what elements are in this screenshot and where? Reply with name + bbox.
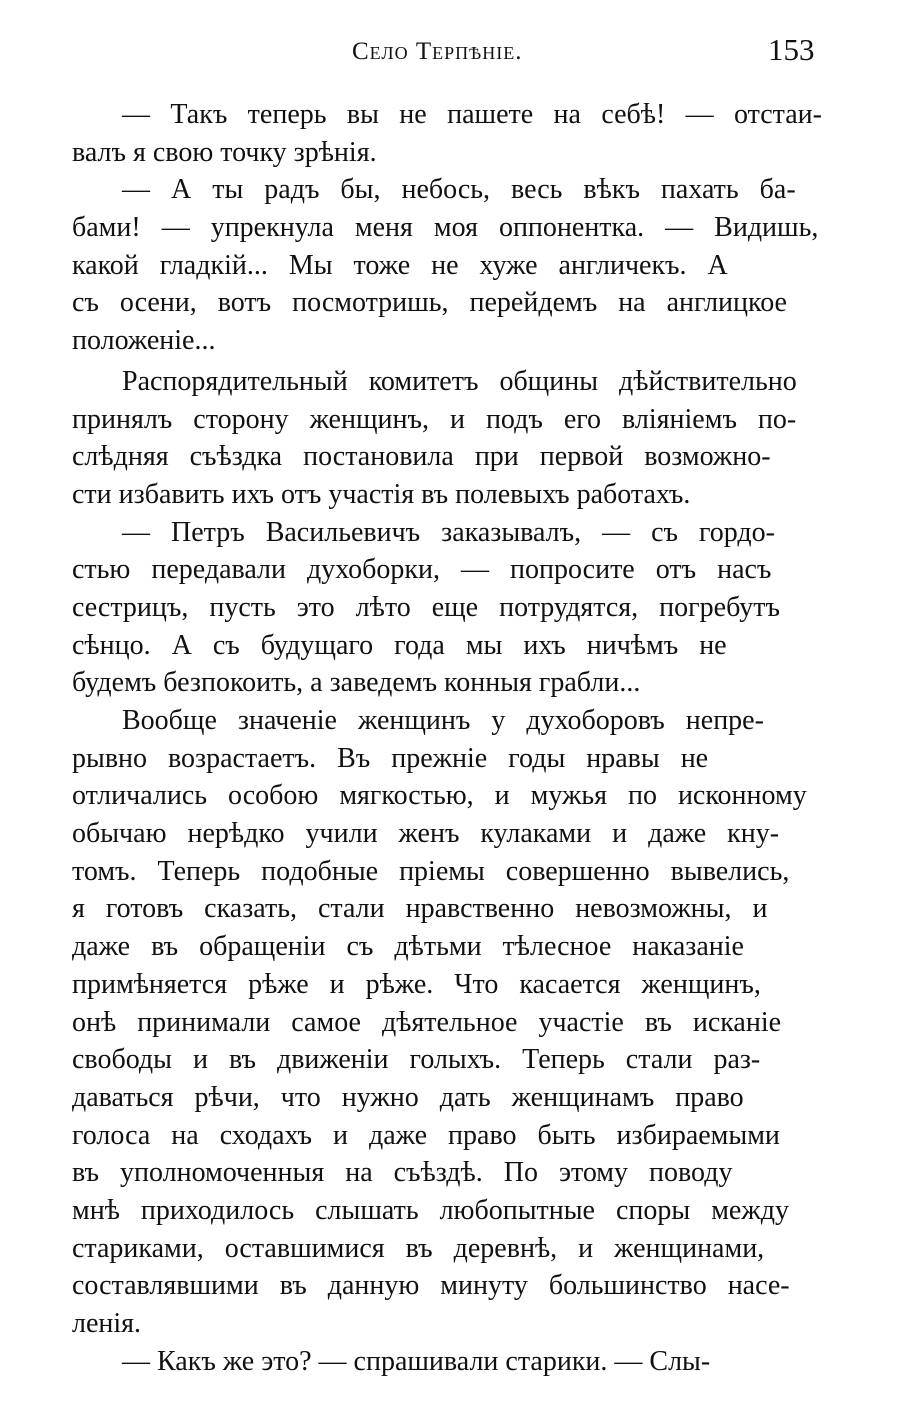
running-title: Село Терпѣніе. [352,38,523,65]
page-number: 153 [768,32,815,67]
text-line: стью передавали духоборки, — попросите отъ насъ [72,554,772,586]
text-line: бами! — упрекнула меня моя оппонентка. — Видишь, [72,212,819,244]
text-line: валъ я свою точку зрѣнія. [72,136,377,168]
text-line: Распорядительный комитетъ общины дѣйствительно [122,365,797,397]
text-line: составлявшими въ данную минуту большинство насе- [72,1270,790,1302]
body-text [72,96,822,1380]
text-line: — Какъ же это? — спрашивали старики. — Слы- [122,1345,711,1377]
text-line: голоса на сходахъ и даже право быть избираемыми [72,1119,780,1151]
text-line: слѣдняя съѣздка постановила при первой возможно- [72,441,771,473]
text-line: сѣнцо. А съ будущаго года мы ихъ ничѣмъ не [72,629,727,661]
text-line: мнѣ приходилось слышать любопытные споры между [72,1194,789,1226]
text-line: будемъ безпокоить, а заведемъ конныя грабли... [72,667,641,699]
text-line: принялъ сторону женщинъ, и подъ его вліяніемъ по- [72,403,797,435]
text-line: даже въ обращеніи съ дѣтьми тѣлесное наказаніе [72,931,744,963]
text-line: въ уполномоченныя на съѣздѣ. По этому поводу [72,1157,733,1189]
text-line: сестрицъ, пусть это лѣто еще потрудятся, погребутъ [72,591,780,623]
text-line: отличались особою мягкостью, и мужья по исконному [72,780,807,812]
text-line: стариками, оставшимися въ деревнѣ, и женщинами, [72,1232,765,1264]
text-line: онѣ принимали самое дѣятельное участіе въ исканіе [72,1006,782,1038]
text-line: даваться рѣчи, что нужно дать женщинамъ право [72,1081,744,1113]
text-line: свободы и въ движеніи голыхъ. Теперь стали раз- [72,1044,761,1076]
text-line: съ осени, вотъ посмотришь, перейдемъ на англицкое [72,287,787,319]
text-line: Вообще значеніе женщинъ у духоборовъ непре- [122,705,764,736]
text-line: — Петръ Васильевичъ заказывалъ, — съ гордо- [122,516,775,548]
text-line: — Такъ теперь вы не пашете на себѣ! — отстаи- [122,99,822,130]
text-line: ленія. [72,1308,142,1339]
text-line: рывно возрастаетъ. Въ прежніе годы нравы не [72,742,709,774]
text-line: примѣняется рѣже и рѣже. Что касается женщинъ, [72,968,761,1000]
text-line: я готовъ сказать, стали нравственно невозможны, и [72,893,768,925]
text-line: положеніе... [72,325,216,357]
running-head [0,30,910,74]
text-line: — А ты радъ бы, небось, весь вѣкъ пахать ба- [122,174,796,206]
text-line: томъ. Теперь подобные пріемы совершенно вывелись, [72,855,790,887]
text-line: какой гладкій... Мы тоже не хуже англичекъ. А [72,249,728,281]
text-line: сти избавить ихъ отъ участія въ полевыхъ работахъ. [72,478,691,510]
text-line: обычаю нерѣдко учили женъ кулаками и даже кну- [72,818,780,850]
